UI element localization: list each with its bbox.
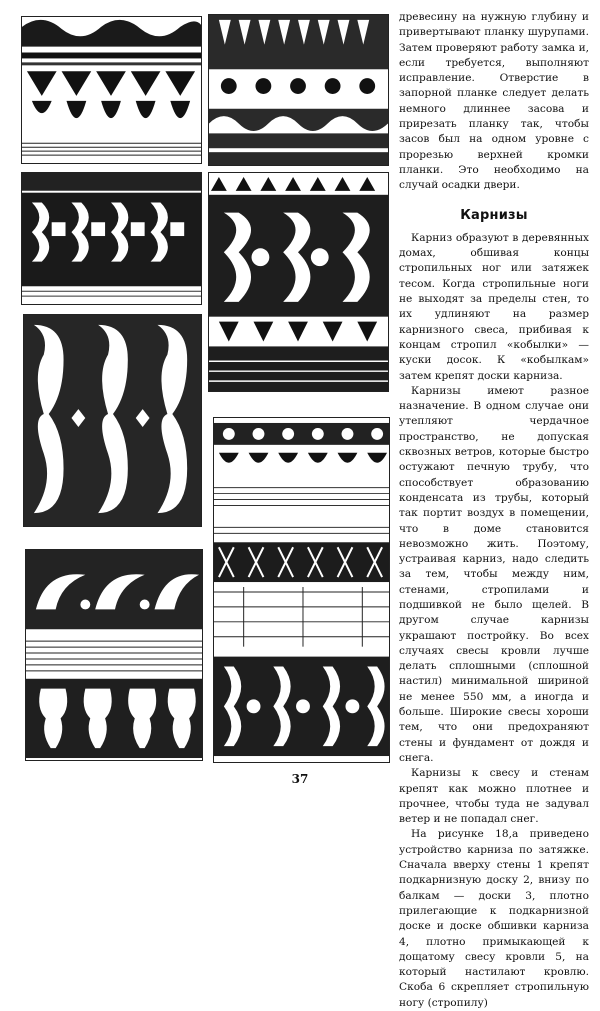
paragraph-2: Карнизы имеют разное назначение. В одном случае они утепляют чердачное пространство, не допуская сквозных ветров, которые быстро остужают печную трубу, что способствует образованию конденсата из трубы, который так портит воздух в помещении, что в доме становится невозможно жить. Поэтому, устраивая карниз, надо следить за тем, чтобы между ним, стенами, стропилами и подшивкой не было щелей. В другом случае карнизы украшают постройку. Во всех случаях свесы кровли лучше делать сплошными (сплошной настил) минимальной шириной не менее 550 мм, а иногда и больше. Широкие свесы хороши тем, что они предохраняют стены и фундамент от дождя и снега. (399, 384, 589, 764)
ornament-panel-4 (208, 172, 389, 392)
paragraph-4: На рисунке 18,а приведено устройство карниза по затяжке. Сначала вверху стены 1 крепят подкарнизную доску 2, внизу по балкам — доски 3, плотно прилегающие к подкарнизной доске и доске обшивки карниза 4, плотно примыкающей к дощатому свесу кровли 5, на который настилают кровлю. Скоба 6 скрепляет стропильную ногу (стропилу) (399, 828, 589, 1009)
ornament-panel-1 (21, 16, 202, 164)
ornament-panel-2 (208, 14, 389, 166)
ornament-panel-5 (23, 314, 202, 527)
ornament-panel-7 (25, 549, 203, 761)
page-number: 37 (291, 772, 309, 786)
ornament-panel-3 (21, 172, 202, 305)
ornament-panel-6 (213, 417, 390, 763)
paragraph-1: Карниз образуют в деревянных домах, обшивая концы стропильных ног или затяжек тесом. Когда стропильные ноги не выходят за пределы стен, то их удлиняют на размер карнизного свеса, прибивая к концам стропил «кобылки» — куски досок. К «кобылкам» затем крепят доски карниза. (399, 231, 589, 382)
section-title: Карнизы (460, 207, 528, 223)
text-column (399, 10, 589, 1011)
paragraph-3: Карнизы к свесу и стенам крепят как можно плотнее и прочнее, чтобы туда не задувал ветер и не попадал снег. (399, 767, 589, 826)
paragraph-continuation: древесину на нужную глубину и привертывают планку шурупами. Затем проверяют работу замка и, если требуется, выполняют исправление. Отверстие в запорной планке следует делать немного длиннее засова и прирезать планку так, чтобы засов был на одном уровне с прорезью верхней кромки планки. Это необходимо на случай осадки двери. (399, 11, 589, 192)
